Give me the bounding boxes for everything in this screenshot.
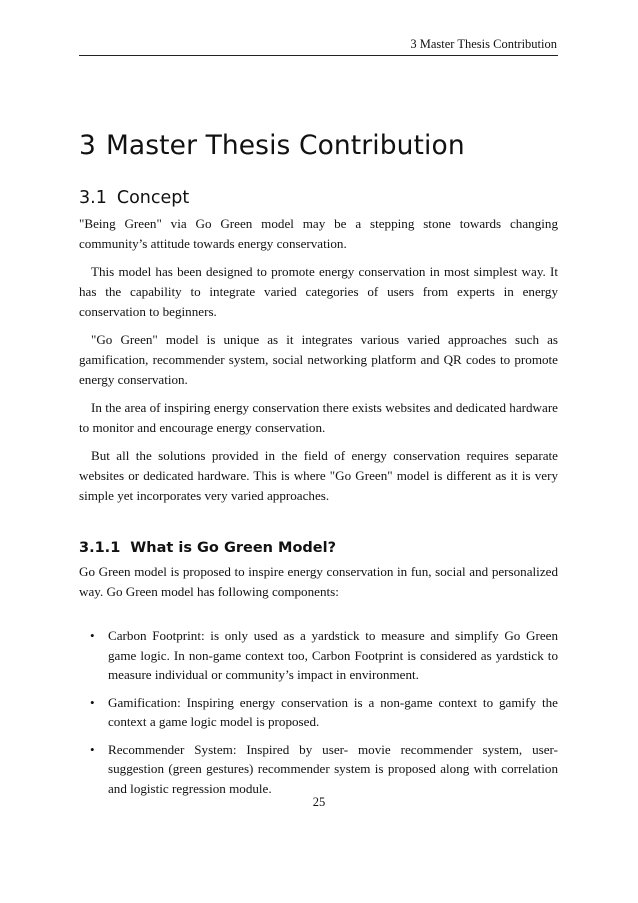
bullet-icon: •: [90, 628, 95, 643]
list-item: [90, 740, 558, 799]
paragraph: "Being Green" via Go Green model may be a stepping stone towards changing community’s attitude towards energy conservation.: [79, 216, 558, 251]
page-number: 25: [312, 795, 326, 809]
section-number: 3.1: [79, 188, 107, 208]
header-rule: [79, 55, 558, 56]
subsection-number: 3.1.1: [79, 540, 121, 556]
paragraph: This model has been designed to promote energy conservation in most simplest way. It has the capability to integrate varied categories of users from experts in energy conservation to beginners.: [79, 264, 558, 319]
chapter-title-text: Master Thesis Contribution: [105, 130, 465, 161]
component-list: [79, 626, 558, 798]
list-item-text: Gamification: Inspiring energy conservation is a non-game context to gamify the context a game logic model is proposed.: [108, 694, 558, 729]
subsection-intro: Go Green model is proposed to inspire energy conservation in fun, social and personalized way. Go Green model has following components:: [79, 564, 558, 599]
bullet-icon: •: [90, 741, 95, 757]
list-item: [90, 693, 558, 732]
paragraph: In the area of inspiring energy conservation there exists websites and dedicated hardware to monitor and encourage energy conservation.: [79, 400, 558, 435]
section-title: [79, 186, 558, 210]
chapter-number: 3: [79, 130, 96, 161]
list-item: [90, 626, 558, 685]
list-item-text: Carbon Footprint: is only used as a yardstick to measure and simplify Go Green game logic. In non-game context too, Carbon Footprint is considered as yardstick to measure individual or community’s impact in environment.: [108, 628, 558, 682]
section-title-text: Concept: [116, 188, 190, 208]
subsection-title-text: What is Go Green Model?: [130, 540, 337, 556]
running-header: 3 Master Thesis Contribution: [410, 37, 557, 51]
subsection-title: [79, 538, 558, 558]
paragraph: "Go Green" model is unique as it integrates various varied approaches such as gamification, recommender system, social networking platform and QR codes to promote energy conservation.: [79, 332, 558, 387]
list-item-text: Recommender System: Inspired by user- movie recommender system, user-suggestion (green gestures) recommender system is proposed along with correlation and logistic regression module.: [108, 741, 558, 796]
chapter-title: [79, 128, 558, 164]
page-body: [79, 128, 558, 806]
bullet-icon: •: [90, 694, 95, 710]
paragraph: But all the solutions provided in the field of energy conservation requires separate websites or dedicated hardware. This is where "Go Green" model is different as it is very simple yet incorporates very varied approaches.: [79, 448, 558, 503]
